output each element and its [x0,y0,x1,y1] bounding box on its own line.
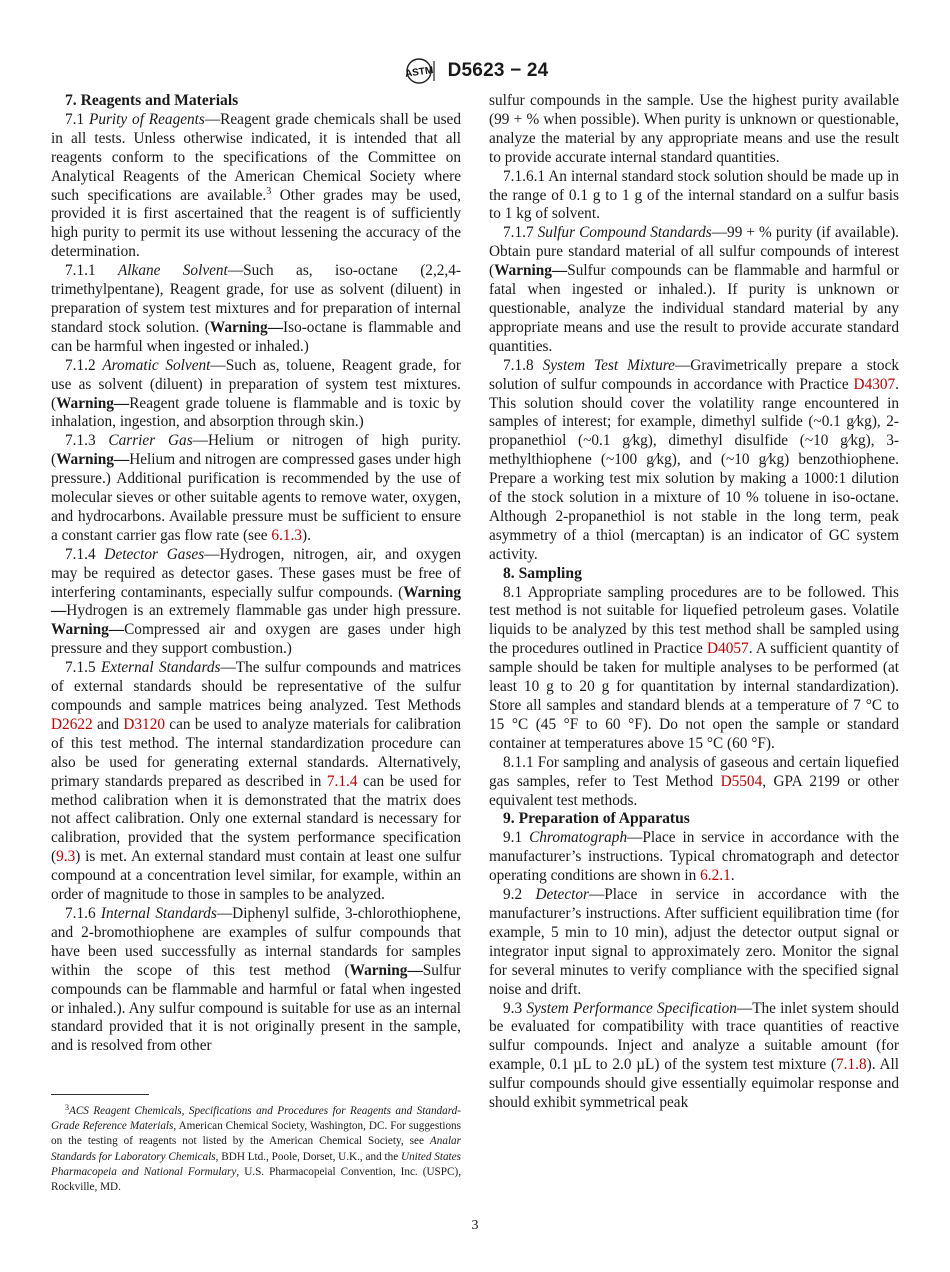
para-7-1-7: 7.1.7 Sulfur Compound Standards—99 + % purity (if available). Obtain pure standard material of all sulfur compounds of interest (Warning—Sulfur compounds can be flammable and harmful or fatal when ingested or inhaled.). If purity is unknown or questionable, analyze the individual standard material by any appropriate means and use the result to provide accurate standard quantities. [489,224,900,355]
para-9-1: 9.1 Chromatograph—Place in service in accordance with the manufacturer’s instructions. Typical chromatograph and detector operating conditions are shown in 6.2.1. [489,829,899,885]
para-7-1-6-1: 7.1.6.1 An internal standard stock solution should be made up in the range of 0.1 g to 1 g of the internal standard on a sulfur basis to 1 kg of solvent. [489,167,899,223]
footnote-ref[interactable]: 3 [266,185,272,197]
para-7-1-5: 7.1.5 External Standards—The sulfur compounds and matrices of external standards should be representative of the sulfur compounds and sample matrices being analyzed. Test Methods D2622 and D3120 can be used to analyze materials for calibration of this test method. The internal standardization procedure can also be used for generating external standards. Alternatively, primary standards prepared as described in 7.1.4 can be used for method calibration when it is demonstrated that the matrix does not affect calibration. Only one external standard is necessary for calibration, provided that the system performance specification (9.3) is met. An external standard must contain at least one sulfur compound at a concentration level similar, for example, within an order of magnitude to those in samples to be analyzed. [51,659,461,904]
link-6-1-3[interactable]: 6.1.3 [271,526,303,544]
section-7-title: 7. Reagents and Materials [65,92,239,109]
link-d5504[interactable]: D5504 [720,772,763,790]
para-8-1-1: 8.1.1 For sampling and analysis of gaseous and certain liquefied gas samples, refer to Test Method D5504, GPA 2199 or other equivalent test methods. [489,753,899,809]
left-column [51,92,461,1056]
svg-text:ASTM: ASTM [404,65,434,80]
link-d4057[interactable]: D4057 [707,640,749,658]
document-id: D5623 − 24 [447,60,549,81]
section-8-title: 8. Sampling [503,564,582,582]
para-7-1-8: 7.1.8 System Test Mixture—Gravimetrically prepare a stock solution of sulfur compounds in accordance with Practice D4307. This solution should cover the volatility range encountered in samples of interest; for example, dimethyl sulfide (~0.1 g⁄kg), 2-propanethiol (~0.1 g⁄kg), dimethyl disulfide (~10 g⁄kg), 3-methylthiophene (~100 g⁄kg), and (~10 g⁄kg) benzothiophene. Prepare a working test mix solution by making a 1000:1 dilution of the stock solution in a mixture of 10 % toluene in iso-octane. Although 2-propanethiol is not stable in the long term, peak asymmetry of a thiol (mercaptan) is an indicator of GC system activity. [489,356,900,563]
link-d3120[interactable]: D3120 [123,715,165,733]
para-9-3: 9.3 System Performance Specification—The inlet system should be evaluated for compatibility with trace quantities of reactive sulfur compounds. Inject and analyze a suitable amount (for example, 0.1 µL to 2.0 µL) of the system test mixture (7.1.8). All sulfur compounds should give essentially equimolar response and should exhibit symmetrical peak [489,999,899,1112]
link-7-1-4[interactable]: 7.1.4 [326,772,358,790]
para-7-1-3: 7.1.3 Carrier Gas—Helium or nitrogen of high purity. (Warning—Helium and nitrogen are compressed gases under high pressure.) Additional purification is recommended by the use of molecular sieves or other suitable agents to remove water, oxygen, and hydrocarbons. Available pressure must be sufficient to ensure a constant carrier gas flow rate (see 6.1.3). [51,432,461,544]
astm-logo-icon [402,57,442,85]
para-7-1: 7.1 Purity of Reagents—Reagent grade chemicals shall be used in all tests. Unless otherwise indicated, it is intended that all reagents conform to the specifications of the Committee on Analytical Reagents of the American Chemical Society where such specifications are available.$^3$ Other grades may be used, provided it is first ascertained that the reagent is of sufficiently high purity to permit its use without lessening the accuracy of the determination. [51,110,461,261]
para-7-1-2: 7.1.2 Aromatic Solvent—Such as, toluene, Reagent grade, for use as solvent (diluent) in preparation of system test mixtures. (Warning—Reagent grade toluene is flammable and is toxic by inhalation, ingestion, and absorption through skin.) [51,356,461,431]
para-7-1-1: 7.1.1 Alkane Solvent—Such as, iso-octane (2,2,4-trimethylpentane), Reagent grade, for use as solvent (diluent) in preparation of system test mixtures and for preparation of internal standard stock solution. (Warning—Iso-octane is flammable and can be harmful when ingested or inhaled.) [51,262,461,355]
link-6-2-1[interactable]: 6.2.1 [700,867,731,885]
link-9-3[interactable]: 9.3 [56,848,76,866]
section-9-title: 9. Preparation of Apparatus [503,810,690,828]
para-7-1-6-continued: sulfur compounds in the sample. Use the highest purity available (99 + % when possible). When purity is unknown or questionable, analyze the material by any appropriate means and use the result to provide accurate internal standard quantities. [489,92,899,166]
footnote-divider [51,1094,149,1095]
link-d2622[interactable]: D2622 [51,715,93,733]
page-header [0,56,950,86]
footnote-3: $^3$ACS Reagent Chemicals, Specifications and Procedures for Reagents and Standard-Grade Reference Materials, American Chemical Society, Washington, DC. For suggestions on the testing of reagents not listed by the American Chemical Society, see Analar Standards for Laboratory Chemicals, BDH Ltd., Poole, Dorset, U.K., and the United States Pharmacopeia and National Formulary, U.S. Pharmacopeial Convention, Inc. (USPC), Rockville, MD. [51,1103,461,1194]
link-d4307[interactable]: D4307 [853,375,896,393]
para-8-1: 8.1 Appropriate sampling procedures are to be followed. This test method is not suitable for liquefied petroleum gases. Volatile liquids to be analyzed by this test method shall be sampled using the procedures outlined in Practice D4057. A sufficient quantity of sample should be taken for multiple analyses to be performed (at least 10 g to 20 g for quantitation by internal standardization). Store all samples and standard blends at a temperature of 7 °C to 15 °C (45 °F to 60 °F). Do not open the sample or standard container at temperatures above 15 °C (60 °F). [489,583,899,752]
right-column [489,92,899,1113]
para-9-2: 9.2 Detector—Place in service in accordance with the manufacturer’s instructions. After sufficient equilibration time (for example, 5 min to 10 min), adjust the detector output signal or integrator input signal to approximately zero. Monitor the signal for several minutes to verify compliance with the specified signal noise and drift. [489,886,899,998]
para-7-1-6: 7.1.6 Internal Standards—Diphenyl sulfide, 3-chlorothiophene, and 2-bromothiophene are examples of sulfur compounds that have been used successfully as internal standards for samples within the scope of this test method (Warning—Sulfur compounds can be flammable and harmful or fatal when ingested or inhaled.). Any sulfur compound is suitable for use as an internal standard provided that it is not originally present in the sample, and is resolved from other [51,904,461,1055]
page-number: 3 [471,1218,479,1233]
link-7-1-8[interactable]: 7.1.8 [836,1056,867,1074]
para-7-1-4: 7.1.4 Detector Gases—Hydrogen, nitrogen, air, and oxygen may be required as detector gases. These gases must be free of interfering contaminants, especially sulfur compounds. (Warning—Hydrogen is an extremely flammable gas under high pressure. Warning—Compressed air and oxygen are gases under high pressure and they support combustion.) [51,545,462,658]
